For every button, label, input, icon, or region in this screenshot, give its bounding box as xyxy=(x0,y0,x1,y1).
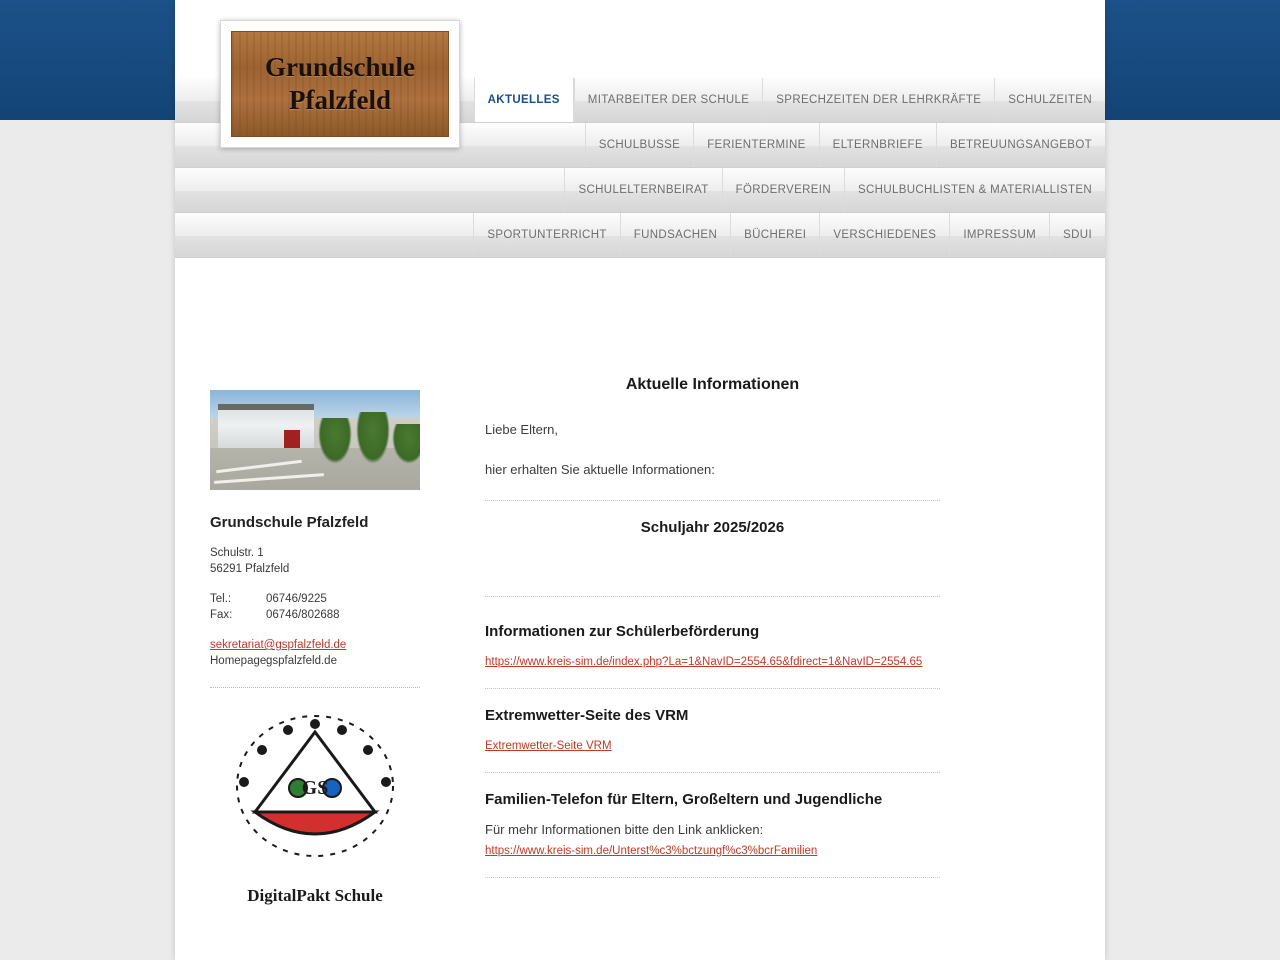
sidebar-city: 56291 Pfalzfeld xyxy=(210,563,290,575)
section-heading-schuelerbefoerderung: Informationen zur Schülerbeförderung xyxy=(485,623,760,640)
nav-item-schulzeiten[interactable]: SCHULZEITEN xyxy=(994,78,1105,122)
spacer xyxy=(210,623,420,637)
spacer xyxy=(210,577,420,591)
site-logo[interactable] xyxy=(220,20,460,148)
sidebar-phone-value: 06746/9225 xyxy=(266,593,327,605)
sidebar-fax-label: Fax: xyxy=(210,609,233,621)
intro-text: hier erhalten Sie aktuelle Informationen: xyxy=(485,462,715,477)
nav-item-ferientermine[interactable]: FERIENTERMINE xyxy=(693,123,818,167)
nav-item-schulbusse[interactable]: SCHULBUSSE xyxy=(585,123,693,167)
nav-item-foerderverein[interactable]: FÖRDERVEREIN xyxy=(722,168,844,212)
nav-item-sportunterricht[interactable]: SPORTUNTERRICHT xyxy=(473,213,619,257)
nav-item-betreuungsangebot[interactable]: BETREUUNGSANGEBOT xyxy=(936,123,1105,167)
sidebar-school-name: Grundschule Pfalzfeld xyxy=(210,514,369,531)
sidebar-fax xyxy=(210,607,420,623)
nav-item-elternbriefe[interactable]: ELTERNBRIEFE xyxy=(819,123,936,167)
divider xyxy=(485,500,940,501)
sidebar-homepage-label: Homepage: xyxy=(210,655,270,667)
divider xyxy=(485,877,940,878)
logo-line-1: Grundschule xyxy=(264,52,416,82)
divider xyxy=(485,596,940,597)
nav-item-impressum[interactable]: IMPRESSUM xyxy=(949,213,1049,257)
nav-item-buecherei[interactable]: BÜCHEREI xyxy=(730,213,819,257)
main-content xyxy=(420,258,1105,906)
nav-item-sprechzeiten[interactable]: SPRECHZEITEN DER LEHRKRÄFTE xyxy=(762,78,994,122)
sidebar-email-link[interactable]: sekretariat@gspfalzfeld.de xyxy=(210,639,347,651)
nav-item-mitarbeiter[interactable]: MITARBEITER DER SCHULE xyxy=(574,78,762,122)
nav-item-aktuelles[interactable]: AKTUELLES xyxy=(474,77,574,122)
sidebar xyxy=(175,258,420,906)
page-title: Aktuelle Informationen xyxy=(625,376,800,393)
sidebar-phone xyxy=(210,591,420,607)
school-building-photo xyxy=(210,390,420,490)
section-heading-familientelefon: Familien-Telefon für Eltern, Großeltern und Jugendliche xyxy=(485,791,883,808)
familientelefon-note: Für mehr Informationen bitte den Link anklicken: xyxy=(485,822,764,837)
sidebar-fax-value: 06746/802688 xyxy=(266,609,340,621)
divider xyxy=(485,772,940,773)
crest-initials: GS xyxy=(301,777,329,799)
greeting-text: Liebe Eltern, xyxy=(485,422,558,437)
nav-item-fundsachen[interactable]: FUNDSACHEN xyxy=(620,213,730,257)
nav-item-verschiedenes[interactable]: VERSCHIEDENES xyxy=(819,213,949,257)
photo-tree xyxy=(318,418,352,464)
photo-tree xyxy=(356,412,390,464)
nav-spacer xyxy=(175,213,473,257)
nav-item-schulbuchlisten[interactable]: SCHULBUCHLISTEN & MATERIALLISTEN xyxy=(844,168,1105,212)
content-area xyxy=(175,258,1105,906)
logo-wood-panel xyxy=(231,31,449,137)
nav-item-schulelternbeirat[interactable]: SCHULELTERNBEIRAT xyxy=(564,168,721,212)
sidebar-homepage xyxy=(210,653,420,669)
logo-line-2: Pfalzfeld xyxy=(289,85,391,115)
sidebar-phone-label: Tel.: xyxy=(210,593,232,605)
section-heading-extremwetter: Extremwetter-Seite des VRM xyxy=(485,707,689,724)
nav-spacer xyxy=(175,168,564,212)
sidebar-divider xyxy=(210,687,420,688)
divider xyxy=(485,688,940,689)
school-year-heading: Schuljahr 2025/2026 xyxy=(640,519,785,536)
digitalpakt-label: DigitalPakt Schule xyxy=(247,886,383,905)
sidebar-homepage-value: gspfalzfeld.de xyxy=(266,655,337,667)
photo-door xyxy=(284,430,300,448)
sidebar-street: Schulstr. 1 xyxy=(210,547,264,559)
school-crest-logo xyxy=(210,704,420,864)
link-familientelefon[interactable]: https://www.kreis-sim.de/Unterst%c3%bctzungf%c3%bcrFamilien xyxy=(485,845,818,857)
photo-tree xyxy=(392,424,420,464)
link-schuelerbefoerderung[interactable]: https://www.kreis-sim.de/index.php?La=1&NavID=2554.65&fdirect=1&NavID=2554.65 xyxy=(485,656,923,668)
link-extremwetter[interactable]: Extremwetter-Seite VRM xyxy=(485,740,612,752)
nav-row-4 xyxy=(175,213,1105,258)
nav-item-sdui[interactable]: SDUI xyxy=(1049,213,1105,257)
nav-row-3 xyxy=(175,168,1105,213)
